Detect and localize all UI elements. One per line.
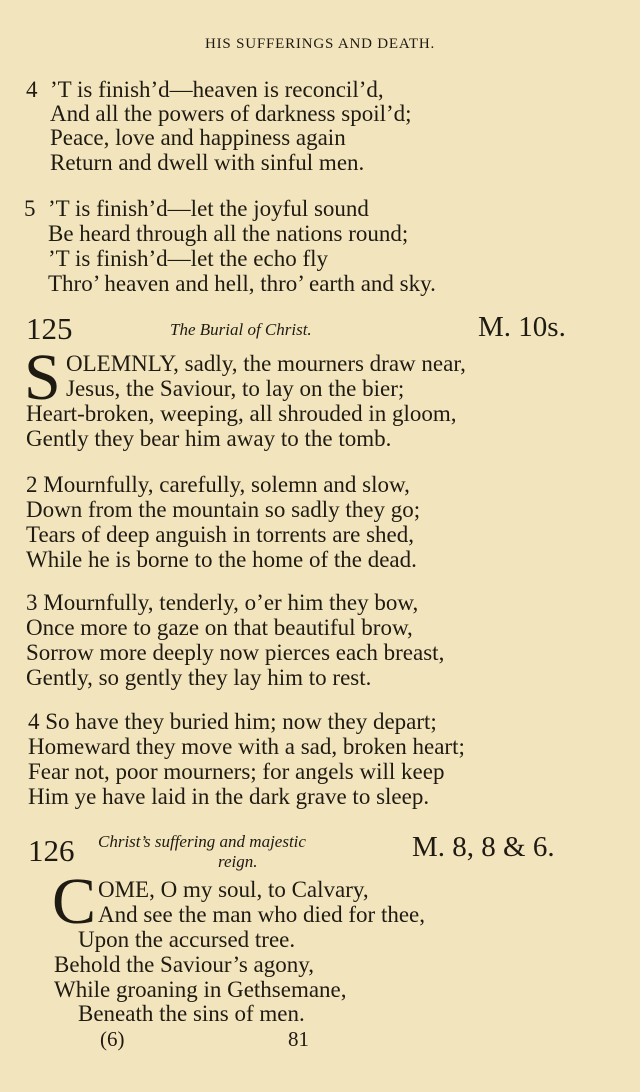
verse-line: Beneath the sins of men. [78,1001,305,1026]
verse-line: ’T is finish’d—heaven is reconcil’d, [50,77,384,102]
verse-line: Him ye have laid in the dark grave to sleep. [28,784,430,809]
verse-line: And all the powers of darkness spoil’d; [50,101,412,126]
verse-line: 3 Mournfully, tenderly, o’er him they bow, [26,590,419,615]
page-number: 81 [288,1027,309,1051]
verse-line: And see the man who died for thee, [98,902,426,927]
verse-line: Down from the mountain so sadly they go; [26,497,421,522]
hymn-meter: M. 8, 8 & 6. [412,831,555,863]
hymn-number: 126 [28,833,75,868]
verse-line: OLEMNLY, sadly, the mourners draw near, [66,351,466,376]
verse-line: Gently they bear him away to the tomb. [26,426,392,451]
verse-line: While groaning in Gethsemane, [54,977,347,1002]
verse-line: Jesus, the Saviour, to lay on the bier; [66,376,405,401]
verse-line: Sorrow more deeply now pierces each breast, [26,640,445,665]
verse-line: Tears of deep anguish in torrents are shed, [26,522,414,547]
verse-line: Once more to gaze on that beautiful brow, [26,615,413,640]
drop-cap: S [24,341,61,414]
hymn-number: 125 [26,311,73,346]
verse-line: Return and dwell with sinful men. [50,150,365,175]
verse-line: OME, O my soul, to Calvary, [98,877,369,902]
verse-line: Peace, love and happiness again [50,125,346,150]
verse-line: Be heard through all the nations round; [48,221,409,246]
verse-line: ’T is finish’d—let the joyful sound [48,196,369,221]
hymn-meter: M. 10s. [478,311,566,343]
stanza-number: 5 [24,196,36,221]
drop-cap: C [52,865,97,938]
verse-line: Homeward they move with a sad, broken heart; [28,734,465,759]
running-header: HIS SUFFERINGS AND DEATH. [204,36,436,52]
verse-line: Behold the Saviour’s agony, [54,952,314,977]
verse-line: 2 Mournfully, carefully, solemn and slow, [26,472,410,497]
verse-line: While he is borne to the home of the dead. [26,547,417,572]
hymn-title-line-2: reign. [218,852,258,871]
stanza-number: 4 [26,77,38,102]
verse-line: Thro’ heaven and hell, thro’ earth and sky. [48,271,436,296]
verse-line: Heart-broken, weeping, all shrouded in gloom, [26,401,457,426]
verse-line: ’T is finish’d—let the echo fly [48,246,328,271]
hymn-title: The Burial of Christ. [170,320,312,339]
verse-line: Fear not, poor mourners; for angels will keep [28,759,445,784]
verse-line: Gently, so gently they lay him to rest. [26,665,372,690]
verse-line: 4 So have they buried him; now they depart; [28,709,437,734]
verse-line: Upon the accursed tree. [78,927,296,952]
hymn-title-line-1: Christ’s suffering and majestic [98,832,306,851]
signature-mark: (6) [100,1027,125,1051]
